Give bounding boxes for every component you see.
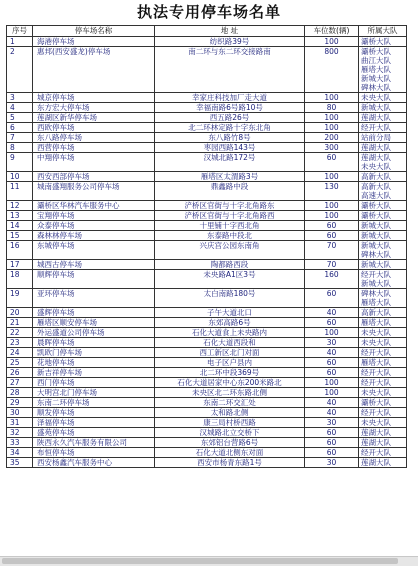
cell-name: 顺辉停车场	[33, 270, 155, 289]
cell-address: 十里铺十字西北角	[155, 221, 305, 231]
cell-spaces: 800	[305, 47, 359, 93]
cell-no: 9	[7, 153, 33, 172]
cell-spaces: 100	[305, 328, 359, 338]
cell-spaces: 60	[305, 438, 359, 448]
cell-unit	[359, 398, 407, 408]
cell-spaces: 100	[305, 93, 359, 103]
cell-no: 16	[7, 241, 33, 260]
cell-spaces: 60	[305, 289, 359, 308]
cell-address: 鼎鑫路中段	[155, 182, 305, 201]
cell-spaces: 30	[305, 338, 359, 348]
cell-name: 盛辉停车场	[33, 308, 155, 318]
table-row	[7, 93, 407, 103]
unit-name: 碑林大队	[361, 289, 391, 298]
cell-no: 25	[7, 358, 33, 368]
cell-address: 电子区户县内	[155, 358, 305, 368]
cell-spaces: 60	[305, 428, 359, 438]
cell-address: 东八路竹8号	[155, 133, 305, 143]
table-row	[7, 123, 407, 133]
parking-list-table	[6, 25, 406, 468]
cell-unit	[359, 448, 407, 458]
cell-name: 泽福停车场	[33, 418, 155, 428]
cell-address: 浐桥区官街与十字北角路东	[155, 201, 305, 211]
cell-address: 汉城路北立交桥下	[155, 428, 305, 438]
cell-name: 盛苑停车场	[33, 428, 155, 438]
cell-unit	[359, 368, 407, 378]
cell-unit	[359, 47, 407, 93]
cell-address: 幸福南路6号路10号	[155, 103, 305, 113]
cell-spaces: 300	[305, 143, 359, 153]
table-row	[7, 408, 407, 418]
unit-name: 曲江大队	[361, 56, 391, 65]
cell-spaces: 60	[305, 358, 359, 368]
table-row	[7, 318, 407, 328]
cell-name: 布恒停车场	[33, 448, 155, 458]
unit-name: 未央大队	[361, 162, 391, 171]
cell-unit	[359, 221, 407, 231]
cell-name: 大明宫北门停车场	[33, 388, 155, 398]
cell-unit	[359, 231, 407, 241]
cell-name: 灞桥区华林汽车服务中心	[33, 201, 155, 211]
table-row	[7, 438, 407, 448]
unit-name: 新城大队	[361, 221, 391, 230]
cell-name: 众泰停车场	[33, 221, 155, 231]
table-row	[7, 182, 407, 201]
unit-name: 未央大队	[361, 418, 391, 427]
unit-name: 灞桥大队	[361, 47, 391, 56]
unit-name: 新城大队	[361, 103, 391, 112]
cell-address: 石化大道西段和	[155, 338, 305, 348]
cell-no: 29	[7, 398, 33, 408]
cell-unit	[359, 211, 407, 221]
cell-unit	[359, 289, 407, 308]
cell-name: 森林林停车场	[33, 231, 155, 241]
cell-no: 26	[7, 368, 33, 378]
cell-no: 15	[7, 231, 33, 241]
unit-name: 莲湖大队	[361, 428, 391, 437]
cell-no: 34	[7, 448, 33, 458]
unit-name: 高新大队	[361, 172, 391, 181]
cell-no: 13	[7, 211, 33, 221]
unit-name: 莲湖大队	[361, 153, 391, 162]
cell-unit	[359, 308, 407, 318]
table-row	[7, 428, 407, 438]
cell-name: 中翔停车场	[33, 153, 155, 172]
cell-unit	[359, 348, 407, 358]
cell-spaces: 100	[305, 113, 359, 123]
cell-no: 17	[7, 260, 33, 270]
cell-unit	[359, 418, 407, 428]
cell-name: 花地停车场	[33, 358, 155, 368]
cell-spaces: 60	[305, 368, 359, 378]
table-row	[7, 231, 407, 241]
cell-spaces: 30	[305, 418, 359, 428]
unit-name: 碑林大队	[361, 83, 391, 92]
cell-no: 18	[7, 270, 33, 289]
cell-unit	[359, 123, 407, 133]
cell-address: 子午大道北口	[155, 308, 305, 318]
cell-no: 31	[7, 418, 33, 428]
unit-name: 雁塔大队	[361, 358, 391, 367]
cell-address: 东南二环交汇处	[155, 398, 305, 408]
cell-unit	[359, 318, 407, 328]
cell-unit	[359, 260, 407, 270]
unit-name: 经开大队	[361, 348, 391, 357]
unit-name: 经开大队	[361, 448, 391, 457]
cell-unit	[359, 338, 407, 348]
table-header-row	[7, 26, 407, 37]
cell-name: 城南盛翔服务公司停车场	[33, 182, 155, 201]
cell-unit	[359, 408, 407, 418]
unit-name: 灞桥大队	[361, 201, 391, 210]
cell-name: 海港停车场	[33, 37, 155, 47]
cell-unit	[359, 93, 407, 103]
cell-spaces: 30	[305, 458, 359, 468]
table-row	[7, 153, 407, 172]
unit-name: 莲湖大队	[361, 438, 391, 447]
header-address: 地 址	[155, 26, 305, 37]
cell-spaces: 70	[305, 260, 359, 270]
table-row	[7, 143, 407, 153]
unit-name: 未央大队	[361, 328, 391, 337]
cell-address: 西五路26号	[155, 113, 305, 123]
cell-name: 城京停车场	[33, 93, 155, 103]
cell-spaces: 40	[305, 308, 359, 318]
cell-no: 19	[7, 289, 33, 308]
cell-address: 康三局村桥西路	[155, 418, 305, 428]
cell-name: 新吉祥停车场	[33, 368, 155, 378]
unit-name: 未央大队	[361, 93, 391, 102]
cell-no: 2	[7, 47, 33, 93]
cell-address: 石化大道食上未央路内	[155, 328, 305, 338]
header-no: 序号	[7, 26, 33, 37]
cell-spaces: 100	[305, 37, 359, 47]
cell-no: 7	[7, 133, 33, 143]
cell-address: 浐桥区官街与十字北角路西	[155, 211, 305, 221]
cell-unit	[359, 358, 407, 368]
cell-no: 10	[7, 172, 33, 182]
cell-spaces: 100	[305, 211, 359, 221]
unit-name: 碑林大队	[361, 250, 391, 259]
table-row	[7, 358, 407, 368]
unit-name: 新城大队	[361, 74, 391, 83]
cell-unit	[359, 428, 407, 438]
cell-name: 晨晖停车场	[33, 338, 155, 348]
cell-no: 12	[7, 201, 33, 211]
cell-name: 西门停车场	[33, 378, 155, 388]
cell-spaces: 100	[305, 201, 359, 211]
cell-address: 太和路北侧	[155, 408, 305, 418]
unit-name: 未央大队	[361, 388, 391, 397]
cell-spaces: 40	[305, 408, 359, 418]
cell-no: 23	[7, 338, 33, 348]
cell-unit	[359, 241, 407, 260]
table-row	[7, 133, 407, 143]
table-row	[7, 103, 407, 113]
cell-unit	[359, 438, 407, 448]
cell-address: 未央路A1区3号	[155, 270, 305, 289]
unit-name: 经开大队	[361, 368, 391, 377]
unit-name: 高新大队	[361, 308, 391, 317]
cell-address: 纺织路39号	[155, 37, 305, 47]
cell-no: 33	[7, 438, 33, 448]
unit-name: 莲湖大队	[361, 113, 391, 122]
unit-name: 新城大队	[361, 260, 391, 269]
table-row	[7, 47, 407, 93]
cell-no: 28	[7, 388, 33, 398]
cell-spaces: 40	[305, 398, 359, 408]
cell-name: 顺发停车场	[33, 408, 155, 418]
cell-address: 北二环林定路十字东北角	[155, 123, 305, 133]
unit-name: 灞桥大队	[361, 37, 391, 46]
cell-spaces: 130	[305, 182, 359, 201]
cell-no: 30	[7, 408, 33, 418]
cell-address: 南二环与东二环交接路南	[155, 47, 305, 93]
table-row	[7, 308, 407, 318]
cell-no: 3	[7, 93, 33, 103]
table-row	[7, 398, 407, 408]
header-spaces: 车位数(辆)	[305, 26, 359, 37]
unit-name: 未央大队	[361, 338, 391, 347]
table-row	[7, 201, 407, 211]
cell-address: 太白南路180号	[155, 289, 305, 308]
cell-unit	[359, 37, 407, 47]
table-row	[7, 260, 407, 270]
cell-spaces: 100	[305, 123, 359, 133]
unit-name: 雁塔大队	[361, 65, 391, 74]
unit-name: 莲湖大队	[361, 143, 391, 152]
cell-no: 27	[7, 378, 33, 388]
cell-no: 14	[7, 221, 33, 231]
cell-spaces: 100	[305, 388, 359, 398]
cell-name: 亚环停车场	[33, 289, 155, 308]
cell-address: 陶都路西段	[155, 260, 305, 270]
cell-spaces: 80	[305, 103, 359, 113]
table-row	[7, 113, 407, 123]
unit-name: 经开大队	[361, 408, 391, 417]
cell-address: 雁塔区太渭路3号	[155, 172, 305, 182]
table-row	[7, 241, 407, 260]
cell-name: 西安西部停车场	[33, 172, 155, 182]
scrollbar-thumb[interactable]	[2, 558, 398, 564]
cell-unit	[359, 143, 407, 153]
cell-address: 西工新区北门对面	[155, 348, 305, 358]
cell-unit	[359, 182, 407, 201]
cell-no: 5	[7, 113, 33, 123]
cell-address: 东泰路中段北	[155, 231, 305, 241]
unit-name: 新城大队	[361, 279, 391, 288]
cell-address: 石化大道北侧东对面	[155, 448, 305, 458]
cell-no: 32	[7, 428, 33, 438]
table-row	[7, 448, 407, 458]
cell-name: 西安杨鑫汽车服务中心	[33, 458, 155, 468]
table-row	[7, 338, 407, 348]
cell-unit	[359, 270, 407, 289]
unit-name: 经开大队	[361, 378, 391, 387]
cell-spaces: 160	[305, 270, 359, 289]
unit-name: 新城大队	[361, 231, 391, 240]
cell-no: 8	[7, 143, 33, 153]
cell-address: 幸家庄科技加厂走大道	[155, 93, 305, 103]
cell-name: 雁塔区顺安停车场	[33, 318, 155, 328]
cell-unit	[359, 172, 407, 182]
cell-unit	[359, 201, 407, 211]
cell-name: 城西古停车场	[33, 260, 155, 270]
cell-name: 莲湖区新华停车场	[33, 113, 155, 123]
cell-spaces: 200	[305, 133, 359, 143]
cell-name: 东八路停车场	[33, 133, 155, 143]
cell-unit	[359, 153, 407, 172]
cell-unit	[359, 388, 407, 398]
cell-spaces: 60	[305, 221, 359, 231]
cell-no: 4	[7, 103, 33, 113]
cell-name: 东方宏大停车场	[33, 103, 155, 113]
cell-address: 汉城北路172号	[155, 153, 305, 172]
unit-name: 雁塔大队	[361, 298, 391, 307]
cell-name: 东南二环停车场	[33, 398, 155, 408]
cell-spaces: 60	[305, 318, 359, 328]
cell-address: 东郊高路6号	[155, 318, 305, 328]
cell-no: 21	[7, 318, 33, 328]
cell-unit	[359, 378, 407, 388]
table-row	[7, 211, 407, 221]
cell-unit	[359, 458, 407, 468]
cell-name: 陕西永久汽车服务有限公司	[33, 438, 155, 448]
cell-address: 兴庆宫公园东南角	[155, 241, 305, 260]
cell-no: 6	[7, 123, 33, 133]
header-name: 停车场名称	[33, 26, 155, 37]
table-row	[7, 458, 407, 468]
cell-spaces: 70	[305, 241, 359, 260]
cell-spaces: 60	[305, 231, 359, 241]
cell-address: 北二环中段369号	[155, 368, 305, 378]
cell-spaces: 100	[305, 172, 359, 182]
cell-spaces: 60	[305, 153, 359, 172]
table-row	[7, 388, 407, 398]
document-title: 执法专用停车场名单	[136, 3, 281, 21]
table-row	[7, 221, 407, 231]
cell-spaces: 60	[305, 448, 359, 458]
cell-name: 惠邦(西安盛龙)停车场	[33, 47, 155, 93]
cell-no: 20	[7, 308, 33, 318]
table-row	[7, 348, 407, 358]
cell-address: 石化大道居家中心东200米路北	[155, 378, 305, 388]
cell-name: 东城停车场	[33, 241, 155, 260]
cell-no: 22	[7, 328, 33, 338]
table-body	[7, 37, 407, 468]
cell-name: 凯欧门停车场	[33, 348, 155, 358]
cell-spaces: 40	[305, 348, 359, 358]
cell-spaces: 100	[305, 378, 359, 388]
cell-address: 未央区北二环东路北侧	[155, 388, 305, 398]
table-row	[7, 37, 407, 47]
unit-name: 雁塔大队	[361, 318, 391, 327]
table-row	[7, 368, 407, 378]
cell-name: 西欧停车场	[33, 123, 155, 133]
cell-name: 宝翔停车场	[33, 211, 155, 221]
table-row	[7, 378, 407, 388]
cell-no: 35	[7, 458, 33, 468]
unit-name: 站前分局	[361, 133, 391, 142]
unit-name: 灞桥大队	[361, 398, 391, 407]
cell-address: 西安市杨青东路1号	[155, 458, 305, 468]
header-unit: 所属大队	[359, 26, 407, 37]
unit-name: 新城大队	[361, 241, 391, 250]
cell-name: 外运盛道公司停车场	[33, 328, 155, 338]
unit-name: 经开大队	[361, 123, 391, 132]
unit-name: 高速大队	[361, 191, 391, 200]
cell-address: 枣园西路143号	[155, 143, 305, 153]
cell-no: 11	[7, 182, 33, 201]
cell-no: 24	[7, 348, 33, 358]
cell-no: 1	[7, 37, 33, 47]
table-row	[7, 289, 407, 308]
unit-name: 高新大队	[361, 182, 391, 191]
cell-unit	[359, 103, 407, 113]
cell-unit	[359, 113, 407, 123]
table-row	[7, 328, 407, 338]
table-row	[7, 172, 407, 182]
cell-unit	[359, 133, 407, 143]
table-row	[7, 418, 407, 428]
cell-unit	[359, 328, 407, 338]
unit-name: 灞桥大队	[361, 211, 391, 220]
unit-name: 经开大队	[361, 270, 391, 279]
cell-address: 东郊铝台营路6号	[155, 438, 305, 448]
cell-name: 西营停车场	[33, 143, 155, 153]
unit-name: 莲湖大队	[361, 458, 391, 467]
table-row	[7, 270, 407, 289]
